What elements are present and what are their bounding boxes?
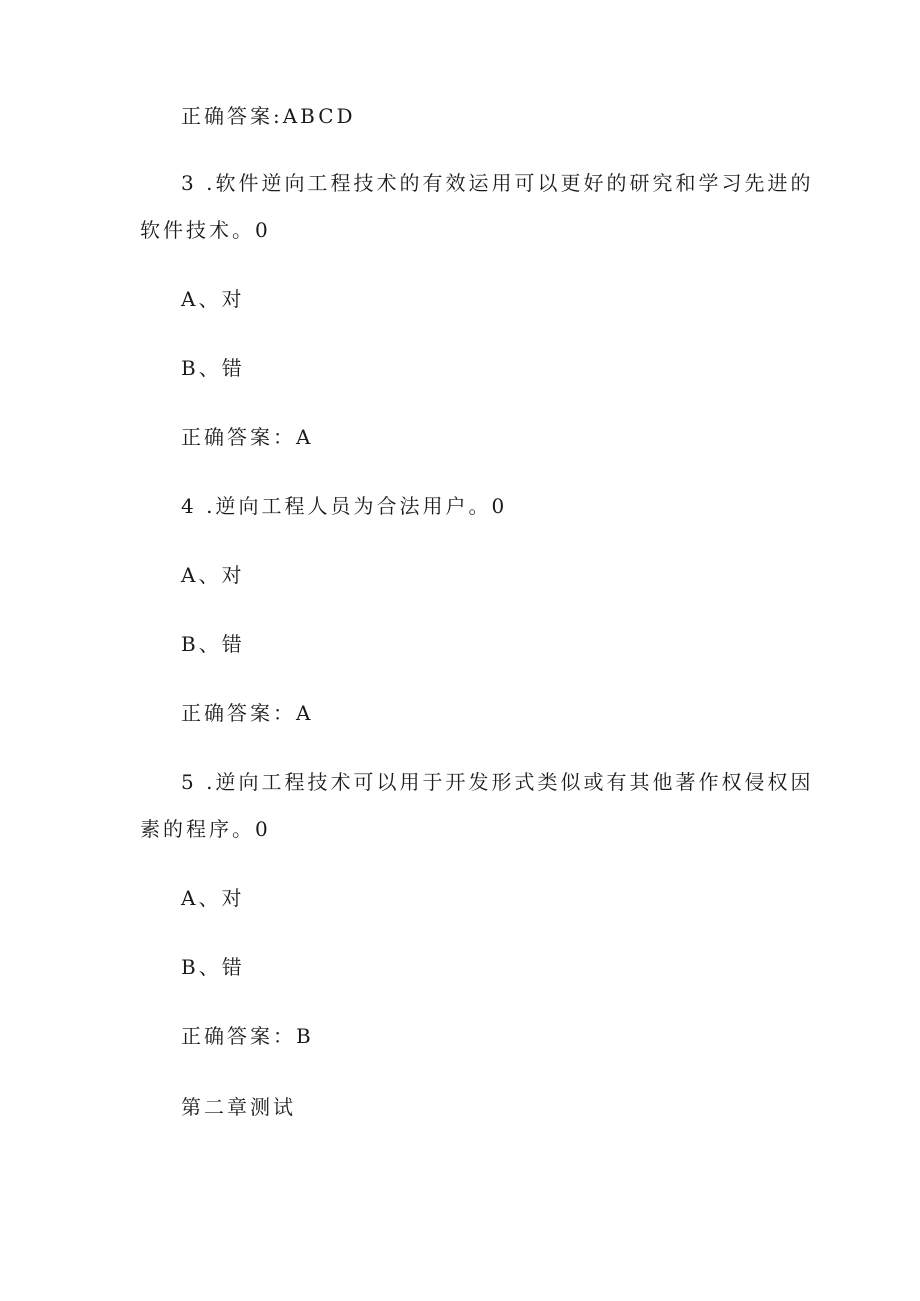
question-5-text: 5 .逆向工程技术可以用于开发形式类似或有其他著作权侵权因 [181, 770, 814, 794]
question-5-option-a: A、对 [181, 886, 245, 910]
question-4-option-a: A、对 [181, 563, 245, 587]
question-4-answer: 正确答案：A [181, 701, 314, 725]
question-4-option-b: B、错 [181, 632, 245, 656]
question-5-text-continued: 素的程序。0 [140, 817, 271, 841]
question-5-option-b: B、错 [181, 955, 245, 979]
question-3-option-a: A、对 [181, 287, 245, 311]
chapter-title: 第二章测试 [181, 1095, 296, 1119]
question-5-answer: 正确答案：B [181, 1024, 314, 1048]
question-3-answer: 正确答案：A [181, 425, 314, 449]
question-3-text: 3 .软件逆向工程技术的有效运用可以更好的研究和学习先进的 [181, 171, 814, 195]
previous-question-answer: 正确答案:ABCD [181, 104, 356, 128]
question-3-text-continued: 软件技术。0 [140, 218, 271, 242]
question-3-option-b: B、错 [181, 356, 245, 380]
question-4-text: 4 .逆向工程人员为合法用户。0 [181, 494, 508, 518]
